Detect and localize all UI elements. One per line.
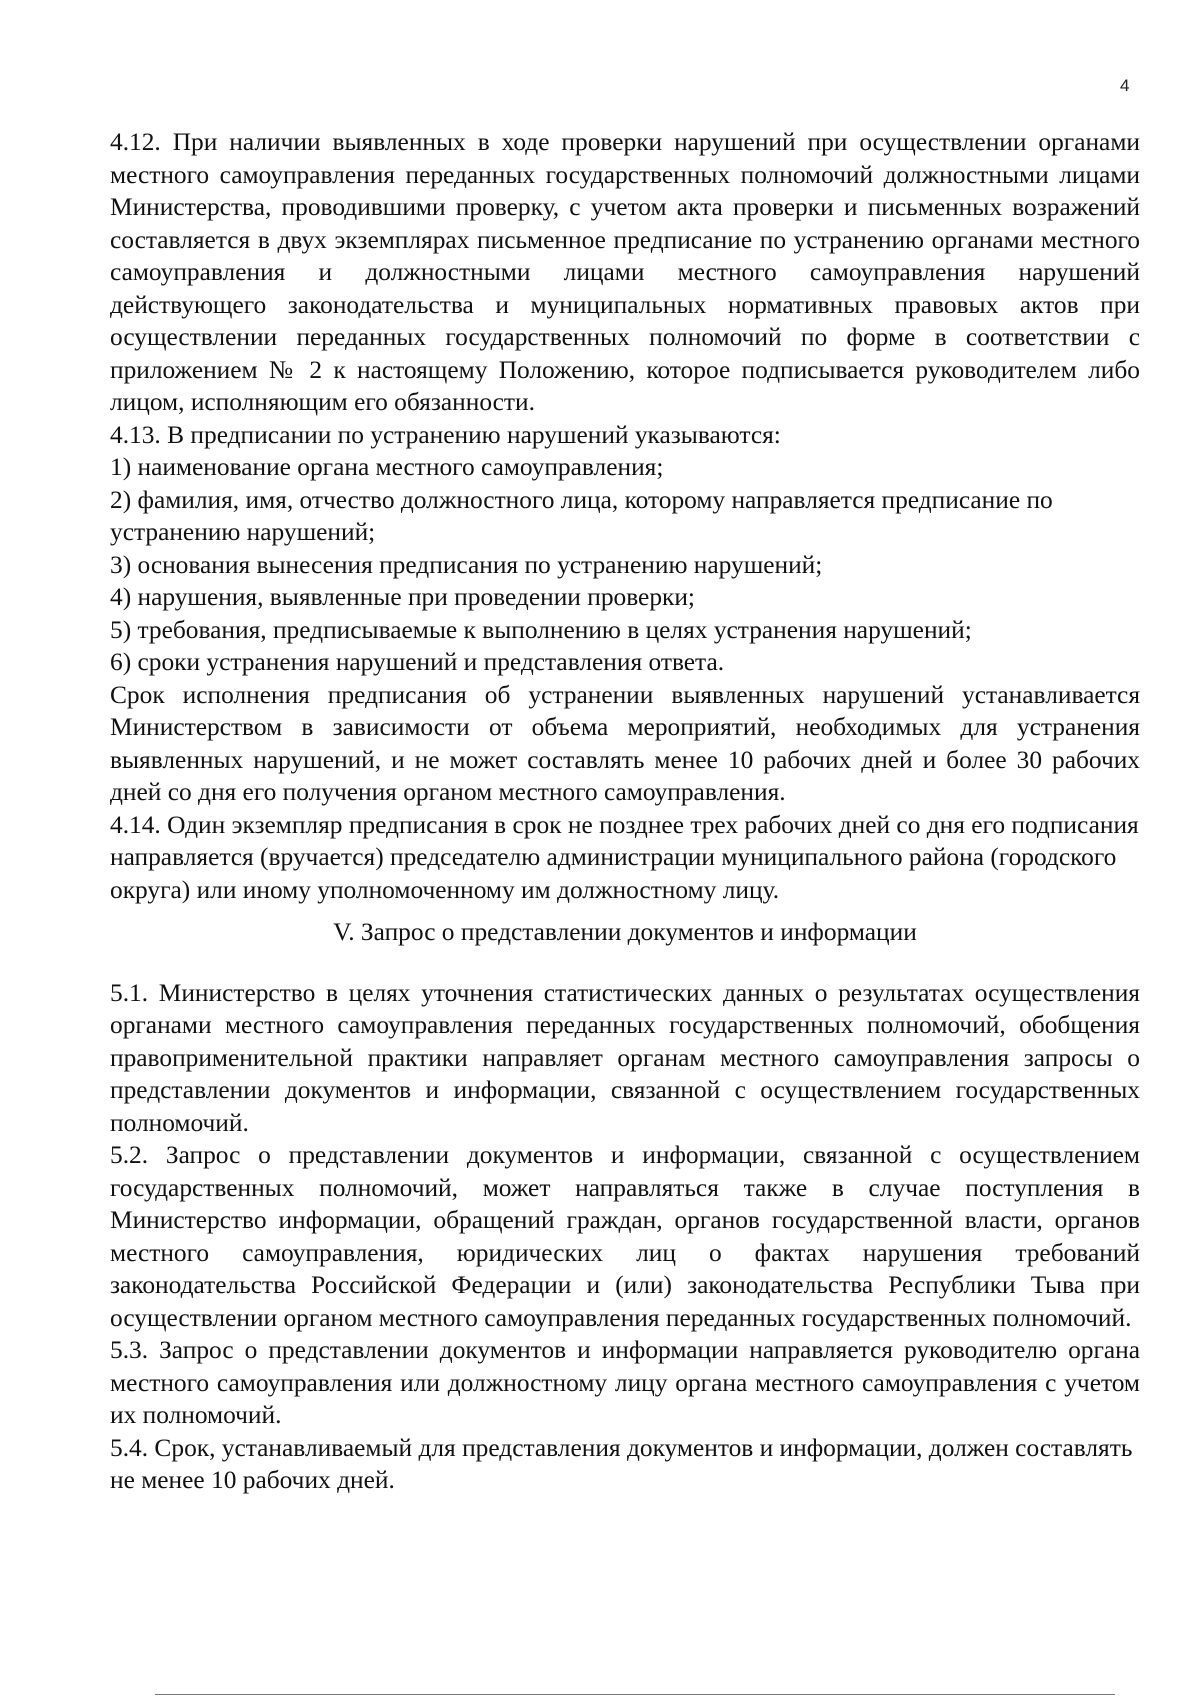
paragraph-5-4: 5.4. Срок, устанавливаемый для представления документов и информации, должен составлять не менее 10 рабочих дней. [110,1433,1133,1494]
page-number: 4 [1120,76,1130,95]
paragraph-4-14: 4.14. Один экземпляр предписания в срок не позднее трех рабочих дней со дня его подписания направляется (вручается) председателю администрации муниципального района (городского округа) или иному уполномоченному им должностному лицу. [110,810,1139,904]
document-body [110,126,1140,1497]
paragraph-5-1: 5.1. Министерство в целях уточнения статистических данных о результатах осуществления органами местного самоуправления переданных государственных полномочий, обобщения правоприменительной практики направляет органам местного самоуправления запросы о представлении документов и информации, связанной с осуществлением государственных полномочий. [110,978,1140,1137]
paragraph-5-2: 5.2. Запрос о представлении документов и информации, связанной с осуществлением государственных полномочий, может направляться также в случае поступления в Министерство информации, обращений граждан, органов государственной власти, органов местного самоуправления, юридических лиц о фактах нарушения требований законодательства Российской Федерации и (или) законодательства Республики Тыва при осуществлении органом местного самоуправления переданных государственных полномочий. [110,1141,1140,1332]
list-item: 6) сроки устранения нарушений и представления ответа. [110,648,725,676]
list-item: 4) нарушения, выявленные при проведении проверки; [110,583,695,611]
paragraph-4-13: 4.13. В предписании по устранению нарушений указываются: [110,420,781,449]
paragraph-5-3: 5.3. Запрос о представлении документов и информации направляется руководителю органа местного самоуправления или должностному лицу органа местного самоуправления с учетом их полномочий. [110,1336,1140,1429]
bottom-divider [155,1694,1115,1695]
list-item: 3) основания вынесения предписания по устранению нарушений; [110,550,823,579]
list-item: 5) требования, предписываемые к выполнению в целях устранения нарушений; [110,615,972,644]
paragraph-4-12: 4.12. При наличии выявленных в ходе проверки нарушений при осуществлении органами местного самоуправления переданных государственных полномочий должностными лицами Министерства, проводившими проверку, с учетом акта проверки и письменных возражений составляется в двух экземплярах письменное предписание по устранению органами местного самоуправления и должностными лицами местного самоуправления нарушений действующего законодательства и муниципальных нормативных правовых актов при осуществлении переданных государственных полномочий по форме в соответствии с приложением № 2 к настоящему Положению, которое подписывается руководителем либо лицом, исполняющим его обязанности. [110,128,1140,416]
section-heading: V. Запрос о представлении документов и информации [333,918,917,946]
list-item: 2) фамилия, имя, отчество должностного лица, которому направляется предписание по устранению нарушений; [110,485,1053,546]
paragraph-deadline: Срок исполнения предписания об устранении выявленных нарушений устанавливается Министерством в зависимости от объема мероприятий, необходимых для устранения выявленных нарушений, и не может составлять менее 10 рабочих дней и более 30 рабочих дней со дня его получения органом местного самоуправления. [110,680,1140,806]
list-item: 1) наименование органа местного самоуправления; [110,453,664,481]
